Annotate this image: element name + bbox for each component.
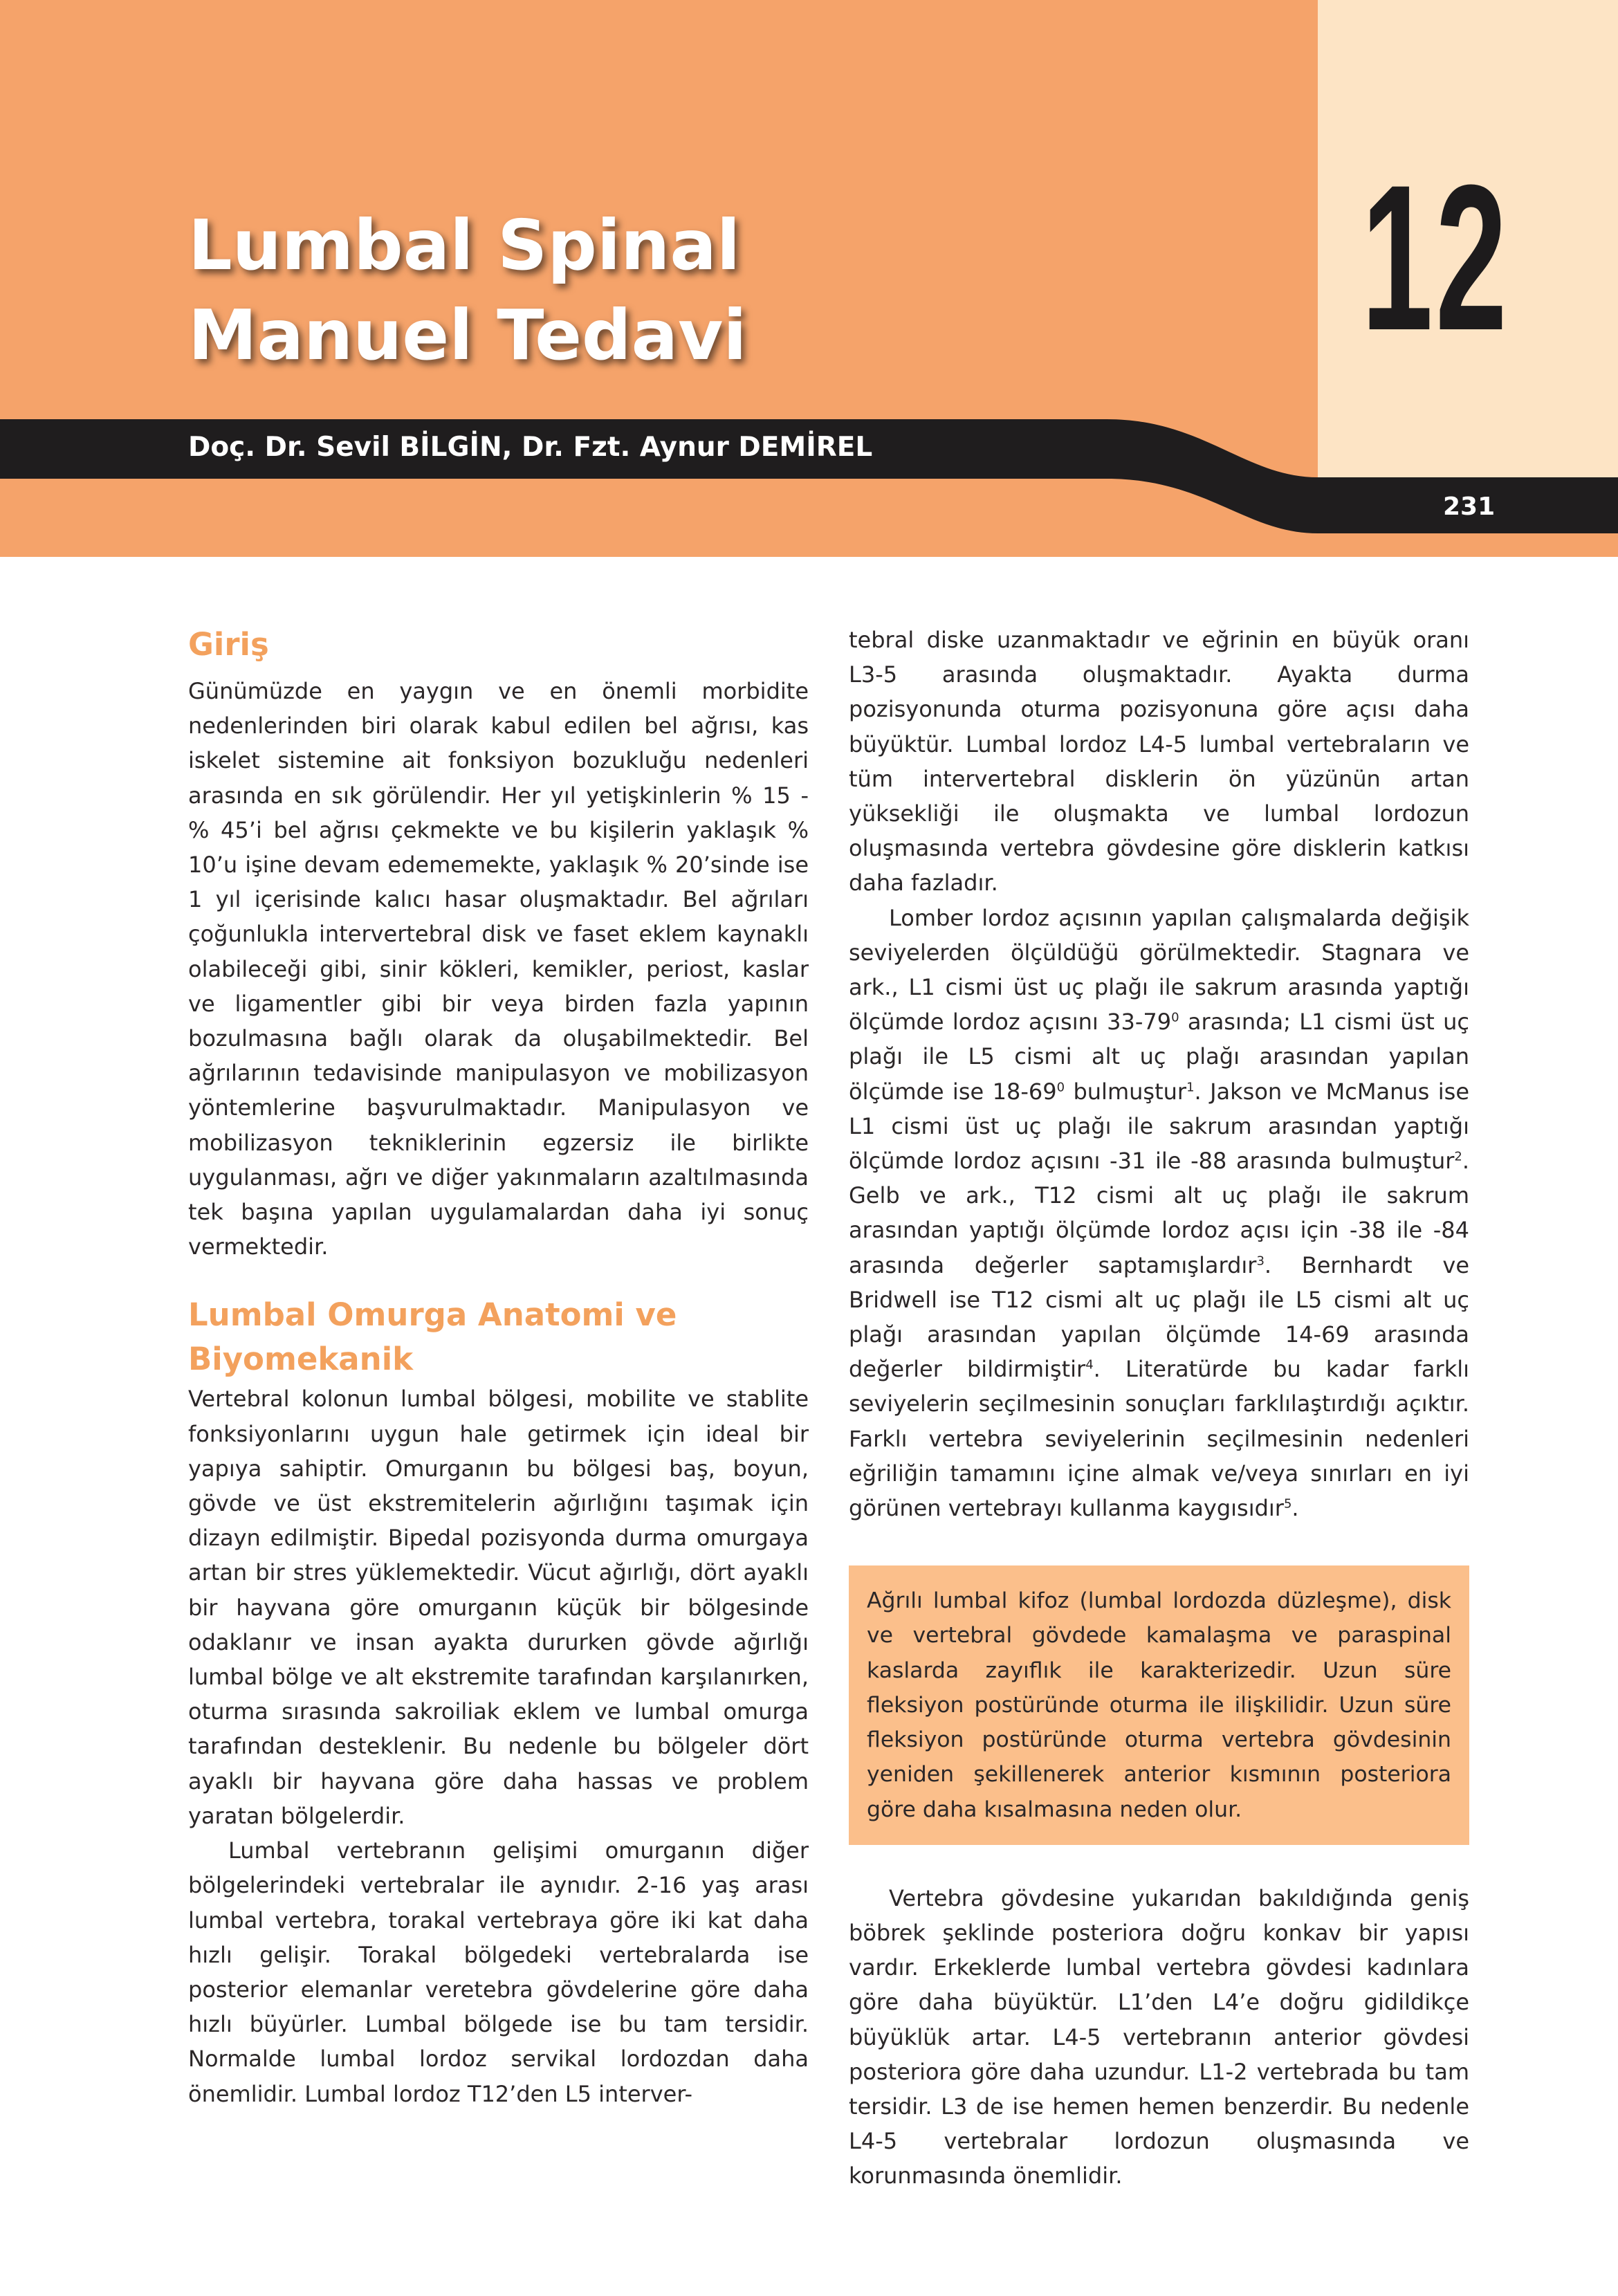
reference-superscript: 2 — [1454, 1149, 1462, 1164]
reference-superscript: 5 — [1283, 1496, 1292, 1512]
chapter-number: 12 — [1361, 141, 1510, 374]
chapter-title-line-2: Manuel Tedavi — [188, 295, 747, 376]
text-run: . Gelb ve ark., T12 cismi alt uç plağı ile sakrum arasından yaptığı ölçümde lordoz açısı için -38 ile -84 arasında değerler saptamışlardır — [849, 1148, 1469, 1278]
section-heading-giris: Giriş — [188, 626, 269, 663]
text-run: . Bernhardt ve Bridwell ise T12 cismi alt uç plağı ile L5 cismi alt uç plağı arasından yapılan ölçümde 14-69 arasında değerler bildirmiştir — [849, 1251, 1470, 1383]
section-heading-anatomy — [188, 1293, 809, 1381]
degree-superscript: 0 — [1056, 1079, 1065, 1094]
degree-superscript: 0 — [1171, 1010, 1179, 1025]
paragraph-lordosis-angle — [849, 901, 1469, 1526]
reference-superscript: 1 — [1186, 1079, 1195, 1094]
paragraph-anatomy-1: Vertebral kolonun lumbal bölgesi, mobilite ve stablite fonksiyonlarını uygun hale getirmek için ideal bir yapıya sahiptir. Omurganın bu bölgesi baş, boyun, gövde ve üst ekstremitelerin ağırlığını taşımak için dizayn edilmiştir. Bipedal pozisyonda durma omurgaya artan bir stres yüklemektedir. Vücut ağırlığı, dört ayaklı bir hayvana göre omurganın küçük bir bölgesinde odaklanır ve insan ayakta dururken gövde ağırlığı lumbal bölge ve alt ekstremite tarafından karşılanırken, oturma sırasında sakroiliak eklem ve lumbal omurga tarafından desteklenir. Bu nedenle bu bölgeler dört ayaklı bir hayvana göre daha hassas ve problem yaratan bölgelerdir. — [188, 1386, 809, 1829]
section-heading-anatomy-line-1: Lumbal Omurga Anatomi ve — [188, 1296, 677, 1334]
left-column — [188, 623, 809, 2111]
text-run: bulmuştur — [1065, 1078, 1187, 1105]
text-run: . — [1291, 1495, 1299, 1522]
right-column — [849, 623, 1469, 2194]
text-run: arasında; L1 cismi üst uç plağı ile L5 cismi alt uç plağı arasından yapılan ölçümde ise 18-69 — [849, 1009, 1470, 1105]
callout-box — [849, 1565, 1469, 1844]
text-run: . Literatürde bu kadar farklı seviyelerin seçilmesinin sonuçları farklılaştırdığı açıktır. Farklı vertebra seviyelerinin seçilmesinin nedenleri eğriliğin tamamını içine almak ve/veya sınırları en iyi görünen vertebrayı kullanma kaygısıdır — [849, 1356, 1470, 1522]
paragraph-lordosis-continued: tebral diske uzanmaktadır ve eğrinin en büyük oranı L3-5 arasında oluşmaktadır. Ayakta durma pozisyonunda oturma pozisyonuna göre açısı daha büyüktür. Lumbal lordoz L4-5 lumbal vertebraların ve tüm intervertebral disklerin ön yüzünün artan yüksekliği ile oluşmakta ve lumbal lordozun oluşmasında vertebra gövdesine göre disklerin katkısı daha fazladır. — [849, 627, 1469, 897]
page-number: 231 — [1443, 493, 1496, 521]
section-heading-anatomy-line-2: Biyomekanik — [188, 1341, 414, 1378]
authors-line: Doç. Dr. Sevil BİLGİN, Dr. Fzt. Aynur DEMİREL — [188, 432, 873, 463]
paragraph-giris: Günümüzde en yaygın ve en önemli morbidite nedenlerinden biri olarak kabul edilen bel ağrısı, kas iskelet sistemine ait fonksiyon bozukluğu nedenleri arasında en sık görülendir. Her yıl yetişkinlerin % 15 - % 45’i bel ağrısı çekmekte ve bu kişilerin yaklaşık % 10’u işine devam edememekte, yaklaşık % 20’sinde ise 1 yıl içerisinde kalıcı hasar oluşmaktadır. Bel ağrıları çoğunlukla intervertebral disk ve faset eklem kaynaklı olabileceği gibi, sinir kökleri, kemikler, periost, kaslar ve ligamentler gibi bir veya birden fazla yapının bozulmasına bağlı olarak da oluşabilmektedir. Bel ağrılarının tedavisinde manipulasyon ve mobilizasyon yöntemlerine başvurulmaktadır. Manipulasyon ve mobilizasyon tekniklerinin egzersiz ile birlikte uygulanması, ağrı ve diğer yakınmaların azaltılmasında tek başına yapılan uygulamalardan daha iyi sonuç vermektedir. — [188, 678, 809, 1260]
callout-text: Ağrılı lumbal kifoz (lumbal lordozda düzleşme), disk ve vertebral gövdede kamalaşma ve paraspinal kaslarda zayıflık ile karakterizedir. Uzun süre fleksiyon postüründe oturma ile ilişkilidir. Uzun süre fleksiyon postüründe oturma vertebra gövdesinin yeniden şekillenerek anterior kısmının posteriora göre daha kısalmasına neden olur. — [867, 1588, 1451, 1822]
text-run: . Jakson ve McManus ise L1 cismi üst uç plağı ile sakrum arasından yaptığı ölçümde lordoz açısını -31 ile -88 arasında bulmuştur — [849, 1078, 1470, 1175]
paragraph-vertebral-body: Vertebra gövdesine yukarıdan bakıldığında geniş böbrek şeklinde posteriora doğru konkav bir yapısı vardır. Erkeklerde lumbal vertebra gövdesi kadınlara göre daha büyüktür. L1’den L4’e doğru gidildikçe büyüklük artar. L4-5 vertebranın anterior gövdesi posteriora göre daha uzundur. L1-2 vertebrada bu tam tersidir. L3 de ise hemen hemen benzerdir. Bu nedenle L4-5 vertebralar lordozun oluşmasında ve korunmasında önemlidir. — [849, 1884, 1469, 2189]
chapter-title-line-1: Lumbal Spinal — [188, 205, 741, 286]
reference-superscript: 3 — [1256, 1253, 1265, 1268]
paragraph-anatomy-2: Lumbal vertebranın gelişimi omurganın diğer bölgelerindeki vertebralar ile aynıdır. 2-16 yaş arası lumbal vertebra, torakal vertebraya göre iki kat daha hızlı gelişir. Torakal bölgedeki vertebralarda ise posterior elemanlar veretebra gövdelerine göre daha hızlı büyürler. Lumbal bölgede ise bu tam tersidir. Normalde lumbal lordoz servikal lordozdan daha önemlidir. Lumbal lordoz T12’den L5 interver- — [188, 1837, 809, 2107]
chapter-title — [188, 201, 747, 380]
text-run: Lomber lordoz açısının yapılan çalışmalarda değişik seviyelerden ölçüldüğü görülmektedir. Stagnara ve ark., L1 cismi üst uç plağı ile sakrum arasında yaptığı ölçümde lordoz açısını 33-79 — [849, 904, 1469, 1036]
reference-superscript: 4 — [1085, 1357, 1094, 1372]
